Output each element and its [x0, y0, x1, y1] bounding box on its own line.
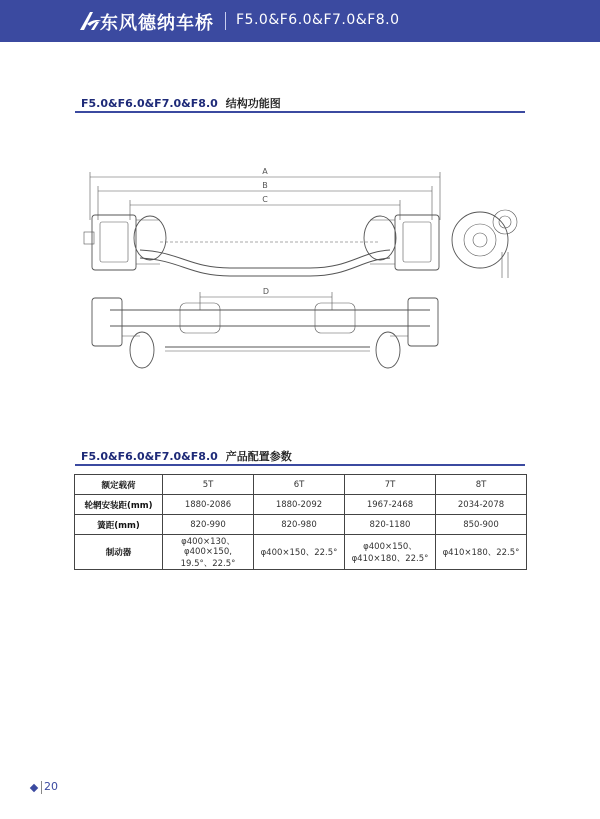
- cell-brake-6t: φ400×150、22.5°: [254, 535, 345, 570]
- header-bar: [0, 0, 600, 42]
- header-6t: 6T: [254, 475, 345, 495]
- section-params-title: [81, 448, 292, 464]
- cell-spring-6t: 820-980: [254, 515, 345, 535]
- top-right-knuckle: [408, 298, 438, 346]
- section-params-model: F5.0&F6.0&F7.0&F8.0: [81, 450, 218, 463]
- brand-name: 东风德纳车桥: [100, 13, 214, 34]
- header-5t: 5T: [163, 475, 254, 495]
- section-structure-label: 结构功能图: [225, 97, 281, 110]
- header-divider: [225, 12, 226, 30]
- cell-brake-5t-line2: 19.5°、22.5°: [180, 559, 236, 569]
- table-row: [75, 495, 527, 515]
- page-number: 20: [44, 780, 58, 793]
- cell-brake-7t-line2: φ410×180、22.5°: [351, 554, 429, 564]
- cell-brake-5t-line1: φ400×130、φ400×150,: [181, 537, 235, 557]
- row-label-brake: 制动器: [75, 535, 163, 570]
- cell-brake-7t: [345, 535, 436, 570]
- table-row: [75, 515, 527, 535]
- dim-label-b: B: [262, 181, 268, 190]
- footer-divider: [41, 781, 42, 794]
- dim-label-a: A: [262, 167, 268, 176]
- section-structure-title: [81, 95, 281, 111]
- cell-spring-7t: 820-1180: [345, 515, 436, 535]
- section-structure-rule: [75, 111, 525, 113]
- section-params-rule: [75, 464, 525, 466]
- table-row: [75, 535, 527, 570]
- dim-label-d: D: [262, 287, 270, 296]
- cell-spring-5t: 820-990: [163, 515, 254, 535]
- section-params-label: 产品配置参数: [225, 450, 292, 463]
- row-label-spring-span: 簧距(mm): [75, 515, 163, 535]
- left-brake-chamber: [134, 216, 166, 260]
- cell-brake-8t: φ410×180、22.5°: [436, 535, 527, 570]
- header-7t: 7T: [345, 475, 436, 495]
- cell-rim-5t: 1880-2086: [163, 495, 254, 515]
- table-header-row: [75, 475, 527, 495]
- cell-rim-6t: 1880-2092: [254, 495, 345, 515]
- dim-label-c: C: [262, 195, 268, 204]
- cell-brake-5t: [163, 535, 254, 570]
- cell-rim-8t: 2034-2078: [436, 495, 527, 515]
- brand-logo-icon: [78, 10, 102, 32]
- cell-brake-7t-line1: φ400×150、: [363, 542, 417, 552]
- header-8t: 8T: [436, 475, 527, 495]
- section-structure-model: F5.0&F6.0&F7.0&F8.0: [81, 97, 218, 110]
- footer-diamond-icon: [30, 784, 38, 792]
- config-params-table: [74, 474, 527, 570]
- cell-spring-8t: 850-900: [436, 515, 527, 535]
- header-rated-load: 额定载荷: [75, 475, 163, 495]
- header-models: F5.0&F6.0&F7.0&F8.0: [236, 12, 400, 28]
- right-brake-chamber: [364, 216, 396, 260]
- side-view-hub: [452, 212, 508, 268]
- cell-rim-7t: 1967-2468: [345, 495, 436, 515]
- axle-structure-drawing: [70, 160, 530, 380]
- row-label-rim-track: 轮辋安装距(mm): [75, 495, 163, 515]
- top-left-knuckle: [92, 298, 122, 346]
